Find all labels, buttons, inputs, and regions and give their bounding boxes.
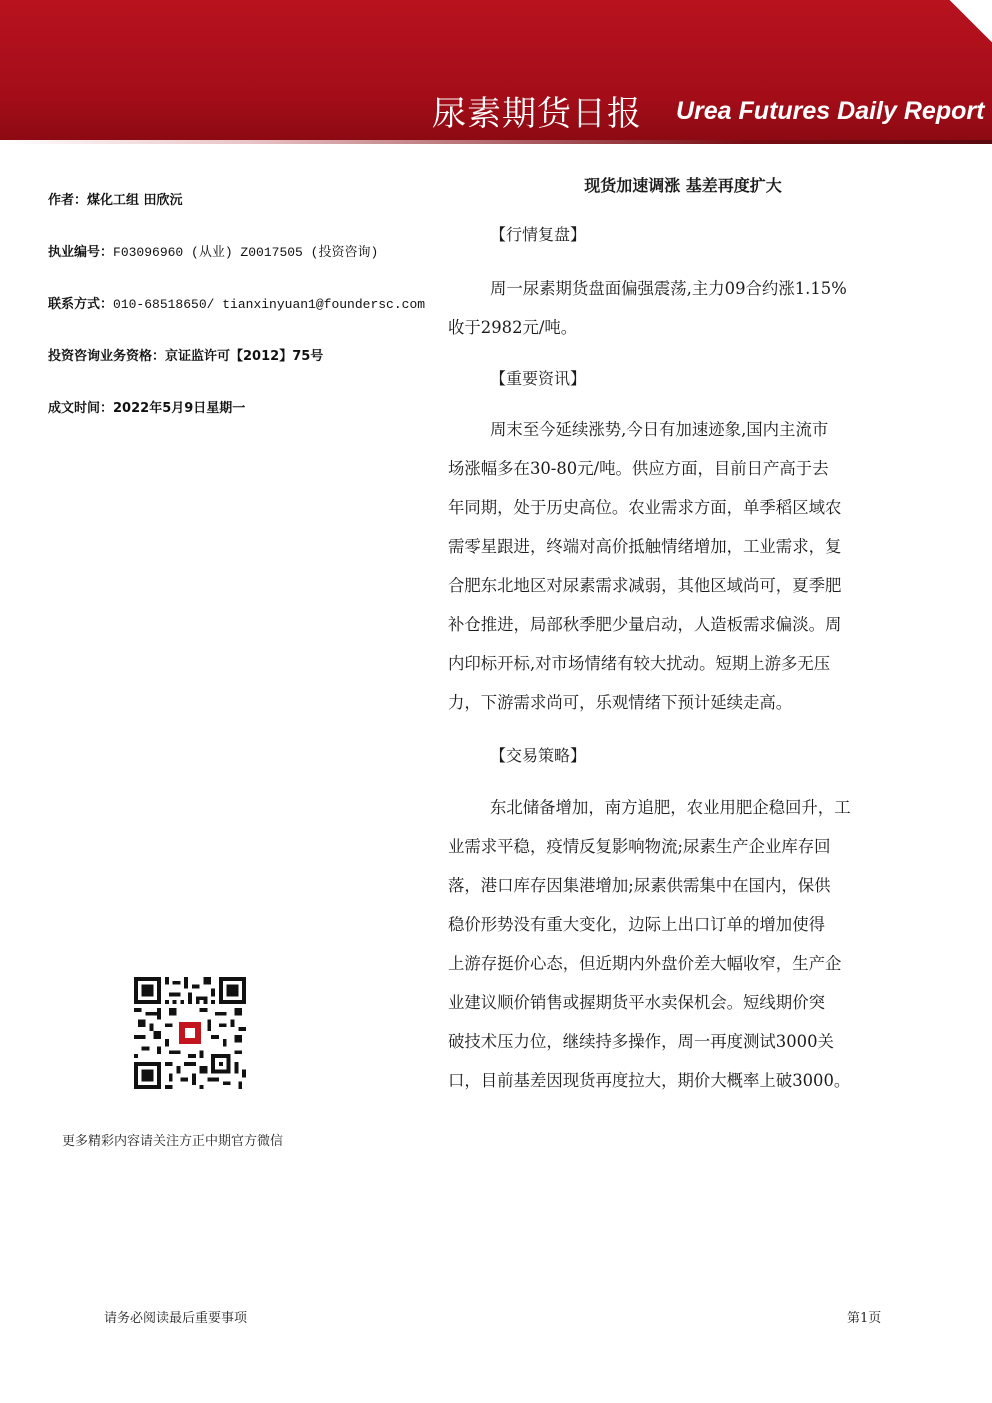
paragraph-line: 力，下游需求尚可，乐观情绪下预计延续走高。 <box>448 693 793 712</box>
header-underline <box>0 140 992 144</box>
paragraph-line: 内印标开标,对市场情绪有较大扰动。短期上游多无压 <box>448 654 831 673</box>
date-label: 成文时间： <box>48 401 114 416</box>
author-label: 作者： <box>48 193 88 208</box>
section-title-news: 【重要资讯】 <box>490 369 587 388</box>
contact-value: 010-68518650/ tianxinyuan1@foundersc.com <box>113 297 426 312</box>
paragraph-line: 业需求平稳，疫情反复影响物流;尿素生产企业库存回 <box>448 837 831 856</box>
section-title-market-review: 【行情复盘】 <box>490 225 587 244</box>
paragraph-line: 落，港口库存因集港增加;尿素供需集中在国内，保供 <box>448 876 831 895</box>
author-row <box>48 192 448 210</box>
paragraph-line: 周末至今延续涨势,今日有加速迹象,国内主流市 <box>490 420 829 439</box>
author-info-block <box>48 192 448 452</box>
contact-label: 联系方式： <box>48 297 114 312</box>
report-title-en: Urea Futures Daily Report <box>676 97 985 125</box>
paragraph-line: 业建议顺价销售或握期货平水卖保机会。短线期价突 <box>448 993 825 1012</box>
paragraph-line: 稳价形势没有重大变化，边际上出口订单的增加使得 <box>448 915 825 934</box>
section-body-market-review <box>448 269 918 347</box>
paragraph-line: 合肥东北地区对尿素需求减弱，其他区域尚可，夏季肥 <box>448 576 842 595</box>
paragraph-line: 口，目前基差因现货再度拉大，期价大概率上破3000。 <box>448 1071 851 1090</box>
paragraph-line: 需零星跟进，终端对高价抵触情绪增加，工业需求，复 <box>448 537 842 556</box>
qualification-value: 京证监许可【2012】75号 <box>165 349 324 364</box>
license-label: 执业编号： <box>48 245 114 260</box>
footer-notice: 请务必阅读最后重要事项 <box>104 1311 248 1326</box>
report-header-banner <box>0 0 992 140</box>
license-row <box>48 244 448 262</box>
author-value: 煤化工组 田欣沅 <box>87 193 183 208</box>
report-title-cn: 尿素期货日报 <box>432 94 642 134</box>
section-body-news <box>448 410 918 722</box>
section-body-strategy <box>448 788 918 1100</box>
paragraph-line: 场涨幅多在30-80元/吨。供应方面，目前日产高于去 <box>448 459 829 478</box>
article-headline: 现货加速调涨 基差再度扩大 <box>584 176 782 195</box>
paragraph-line: 破技术压力位，继续持多操作，周一再度测试3000关 <box>448 1032 834 1051</box>
qr-code-icon[interactable] <box>134 977 246 1089</box>
qualification-label: 投资咨询业务资格： <box>48 349 166 364</box>
qr-caption: 更多精彩内容请关注方正中期官方微信 <box>62 1134 284 1149</box>
license-value: F03096960 (从业) Z0017505 (投资咨询) <box>113 245 379 260</box>
header-corner-cut <box>950 0 992 42</box>
page-number: 第1页 <box>847 1311 882 1326</box>
date-value: 2022年5月9日星期一 <box>113 401 246 416</box>
paragraph-line: 东北储备增加，南方追肥，农业用肥企稳回升，工 <box>490 798 851 817</box>
paragraph-line: 补仓推进，局部秋季肥少量启动，人造板需求偏淡。周 <box>448 615 842 634</box>
paragraph-line: 年同期，处于历史高位。农业需求方面，单季稻区域农 <box>448 498 842 517</box>
qualification-row <box>48 348 448 366</box>
contact-row <box>48 296 448 314</box>
paragraph-line: 周一尿素期货盘面偏强震荡,主力09合约涨1.15% <box>490 279 847 298</box>
paragraph-line: 上游存挺价心态，但近期内外盘价差大幅收窄，生产企 <box>448 954 842 973</box>
date-row <box>48 400 448 418</box>
paragraph-line: 收于2982元/吨。 <box>448 318 578 337</box>
section-title-strategy: 【交易策略】 <box>490 746 587 765</box>
